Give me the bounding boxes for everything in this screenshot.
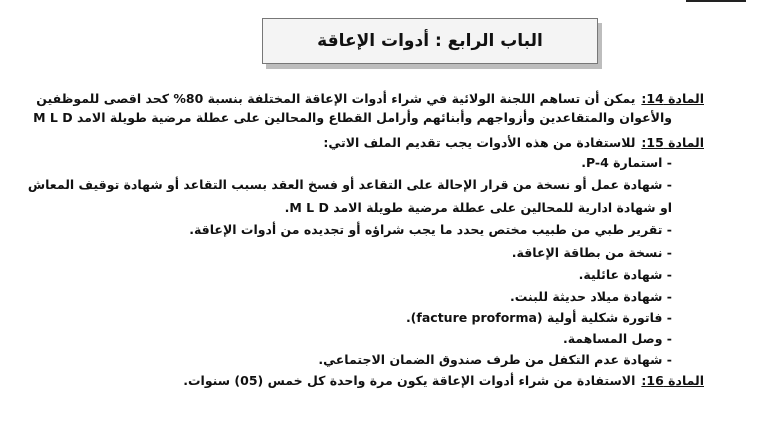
list-item: - نسخة من بطاقة الإعاقة. (511, 245, 672, 260)
top-rule (686, 0, 746, 2)
list-item: - شهادة عدم التكفل من طرف صندوق الضمان الاجتماعي. (318, 352, 672, 367)
article-15-label: المادة 15: (641, 135, 704, 150)
article-16-label: المادة 16: (641, 373, 704, 388)
list-item: او شهادة ادارية للمحالين على عطلة مرضية طويلة الامد M L D. (284, 200, 672, 215)
list-item: - شهادة ميلاد حديثة للبنت. (510, 289, 672, 304)
article-15-line (323, 134, 704, 152)
article-14-line-2 (33, 109, 672, 127)
list-item: - فاتورة شكلية أولية (facture proforma). (405, 310, 672, 325)
article-14-text-1: يمكن أن تساهم اللجنة الولائية في شراء أدوات الإعاقة المختلفة بنسبة 80% كحد اقصى للموظفين (36, 91, 636, 106)
chapter-title: الباب الرابع : أدوات الإعاقة (317, 31, 543, 51)
article-16-text: الاستفادة من شراء أدوات الإعاقة يكون مرة واحدة كل خمس (05) سنوات. (183, 373, 636, 388)
list-item: - شهادة عمل أو نسخة من قرار الإحالة على التقاعد أو فسخ العقد بسبب التقاعد أو شهادة توقيف المعاش (27, 177, 672, 192)
article-14-line-1 (36, 90, 704, 108)
list-item: - شهادة عائلية. (578, 267, 672, 282)
article-14-label: المادة 14: (641, 91, 704, 106)
article-16-line (183, 372, 704, 390)
article-14-text-2: والأعوان والمتقاعدين وأزواجهم وأبنائهم وأرامل القطاع والمحالين على عطلة مرضية طويلة الامد M L D (33, 110, 672, 125)
article-15-intro: للاستفادة من هذه الأدوات يجب تقديم الملف الاتي: (323, 135, 636, 150)
list-item: - استمارة P-4. (581, 155, 672, 170)
list-item: - وصل المساهمة. (562, 331, 672, 346)
chapter-title-box (262, 18, 598, 64)
list-item: - تقرير طبي من طبيب مختص يحدد ما يجب شراؤه أو تجديده من أدوات الإعاقة. (189, 222, 672, 237)
